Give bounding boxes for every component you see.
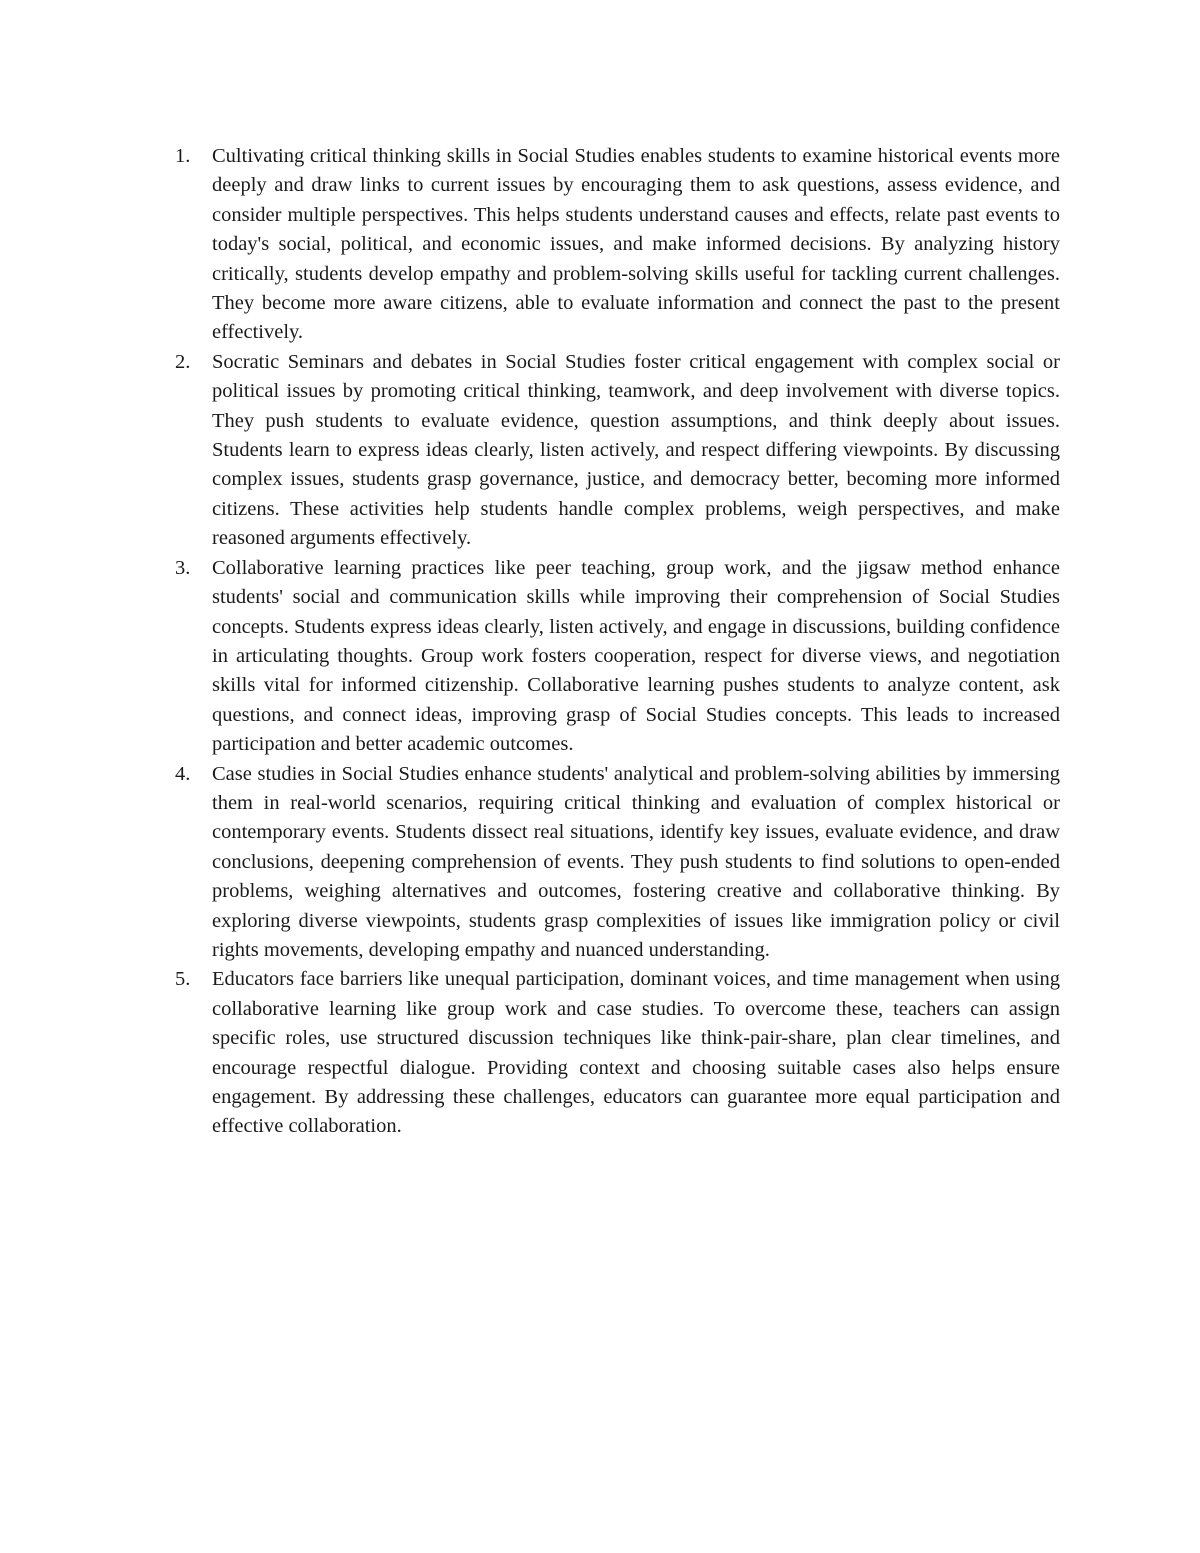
list-item-text: Cultivating critical thinking skills in Social Studies enables students to examine historical events more deeply and draw links to current issues by encouraging them to ask questions, assess evidence, and consider multiple perspectives. This helps students understand causes and effects, relate past events to today's social, political, and economic issues, and make informed decisions. By analyzing history critically, students develop empathy and problem-solving skills useful for tackling current challenges. They become more aware citizens, able to evaluate information and connect the past to the present effectively. xyxy=(212,145,1060,344)
list-item-number: 5. xyxy=(175,968,191,991)
list-item xyxy=(160,965,1060,1141)
list-item-number: 2. xyxy=(175,350,191,373)
list-item-text: Collaborative learning practices like peer teaching, group work, and the jigsaw method enhance students' social and communication skills while improving their comprehension of Social Studies concepts. Students express ideas clearly, listen actively, and engage in discussions, building confidence in articulating thoughts. Group work fosters cooperation, respect for diverse views, and negotiation skills vital for informed citizenship. Collaborative learning pushes students to analyze content, ask questions, and connect ideas, improving grasp of Social Studies concepts. This leads to increased participation and better academic outcomes. xyxy=(212,556,1060,756)
list-item xyxy=(160,142,1060,348)
list-item-text: Socratic Seminars and debates in Social Studies foster critical engagement with complex social or political issues by promoting critical thinking, teamwork, and deep involvement with diverse topics. They push students to evaluate evidence, question assumptions, and think deeply about issues. Students learn to express ideas clearly, listen actively, and respect differing viewpoints. By discussing complex issues, students grasp governance, justice, and democracy better, becoming more informed citizens. These activities help students handle complex problems, weigh perspectives, and make reasoned arguments effectively. xyxy=(212,350,1060,550)
list-item-number: 1. xyxy=(175,145,191,167)
list-item xyxy=(160,348,1060,554)
list-item xyxy=(160,554,1060,760)
list-item-number: 4. xyxy=(175,762,191,785)
list-item-text: Case studies in Social Studies enhance students' analytical and problem-solving abilities by immersing them in real-world scenarios, requiring critical thinking and evaluation of complex historical or contemporary events. Students dissect real situations, identify key issues, evaluate evidence, and draw conclusions, deepening comprehension of events. They push students to find solutions to open-ended problems, weighing alternatives and outcomes, fostering creative and collaborative thinking. By exploring diverse viewpoints, students grasp complexities of issues like immigration policy or civil rights movements, developing empathy and nuanced understanding. xyxy=(212,762,1060,961)
list-item-number: 3. xyxy=(175,556,191,579)
numbered-list xyxy=(160,142,1060,1142)
list-item xyxy=(160,760,1060,966)
list-item-text: Educators face barriers like unequal participation, dominant voices, and time management when using collaborative learning like group work and case studies. To overcome these, teachers can assign specific roles, use structured discussion techniques like think-pair-share, plan clear timelines, and encourage respectful dialogue. Providing context and choosing suitable cases also helps ensure engagement. By addressing these challenges, educators can guarantee more equal participation and effective collaboration. xyxy=(212,968,1060,1138)
